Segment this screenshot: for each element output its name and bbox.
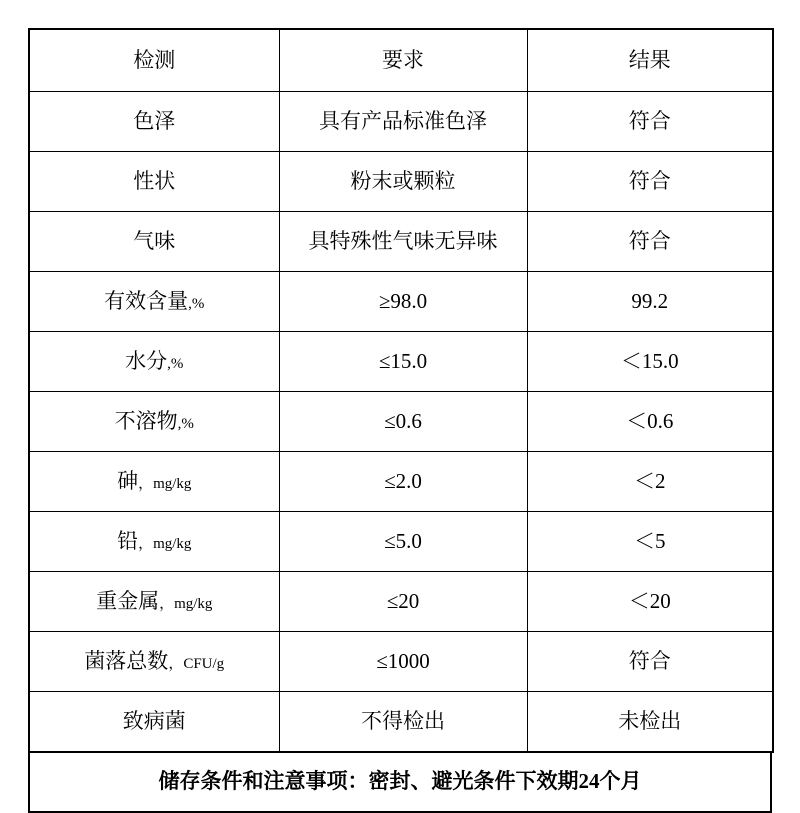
item-unit: ,%	[188, 295, 205, 312]
item-unit: ，mg/kg	[138, 475, 192, 492]
cell-item	[29, 452, 279, 512]
cell-result: ＜20	[527, 572, 773, 632]
cell-result: ＜5	[527, 512, 773, 572]
table-row	[29, 392, 773, 452]
cell-requirement: ≤2.0	[279, 452, 527, 512]
cell-item	[29, 212, 279, 272]
cell-item	[29, 632, 279, 692]
cell-requirement: ≥98.0	[279, 272, 527, 332]
cell-requirement: ≤15.0	[279, 332, 527, 392]
item-name: 有效含量	[104, 288, 189, 313]
table-row	[29, 692, 773, 753]
item-unit: ,%	[177, 415, 194, 432]
item-name: 色泽	[133, 108, 176, 133]
storage-note-row	[29, 752, 771, 813]
cell-item	[29, 512, 279, 572]
cell-requirement: ≤1000	[279, 632, 527, 692]
table-row	[29, 152, 773, 212]
cell-requirement: 具特殊性气味无异味	[279, 212, 527, 272]
cell-result: 未检出	[527, 692, 773, 753]
column-header-result: 结果	[527, 29, 773, 92]
cell-item	[29, 152, 279, 212]
cell-result: ＜15.0	[527, 332, 773, 392]
item-name: 气味	[133, 228, 176, 253]
table-row	[29, 272, 773, 332]
item-name: 水分	[125, 348, 168, 373]
cell-requirement: ≤0.6	[279, 392, 527, 452]
table-row	[29, 512, 773, 572]
item-unit: ，CFU/g	[168, 655, 225, 672]
item-name: 菌落总数	[84, 648, 169, 673]
cell-result: 99.2	[527, 272, 773, 332]
cell-result: 符合	[527, 212, 773, 272]
cell-result: ＜2	[527, 452, 773, 512]
cell-item	[29, 332, 279, 392]
cell-requirement: 具有产品标准色泽	[279, 92, 527, 152]
item-name: 重金属	[96, 588, 160, 613]
cell-item	[29, 92, 279, 152]
cell-requirement: 粉末或颗粒	[279, 152, 527, 212]
footer-table	[28, 751, 772, 813]
table-row	[29, 572, 773, 632]
cell-result: 符合	[527, 152, 773, 212]
table-row	[29, 212, 773, 272]
column-header-item: 检测	[29, 29, 279, 92]
table-row	[29, 632, 773, 692]
item-name: 性状	[133, 168, 176, 193]
storage-note: 储存条件和注意事项：密封、避光条件下效期24个月	[29, 752, 771, 813]
item-name: 铅	[117, 528, 139, 553]
table-row	[29, 452, 773, 512]
cell-item	[29, 392, 279, 452]
cell-result: 符合	[527, 632, 773, 692]
cell-result: ＜0.6	[527, 392, 773, 452]
cell-requirement: 不得检出	[279, 692, 527, 753]
item-name: 致病菌	[122, 708, 186, 733]
cell-item	[29, 272, 279, 332]
item-unit: ，mg/kg	[138, 535, 192, 552]
table-row	[29, 92, 773, 152]
specification-table	[28, 28, 774, 753]
item-name: 不溶物	[114, 408, 178, 433]
item-unit: ，mg/kg	[159, 595, 213, 612]
item-name: 砷	[117, 468, 139, 493]
cell-result: 符合	[527, 92, 773, 152]
column-header-requirement: 要求	[279, 29, 527, 92]
cell-requirement: ≤20	[279, 572, 527, 632]
cell-item	[29, 692, 279, 753]
table-row	[29, 332, 773, 392]
cell-requirement: ≤5.0	[279, 512, 527, 572]
table-header-row	[29, 29, 773, 92]
item-unit: ,%	[167, 355, 184, 372]
cell-item	[29, 572, 279, 632]
